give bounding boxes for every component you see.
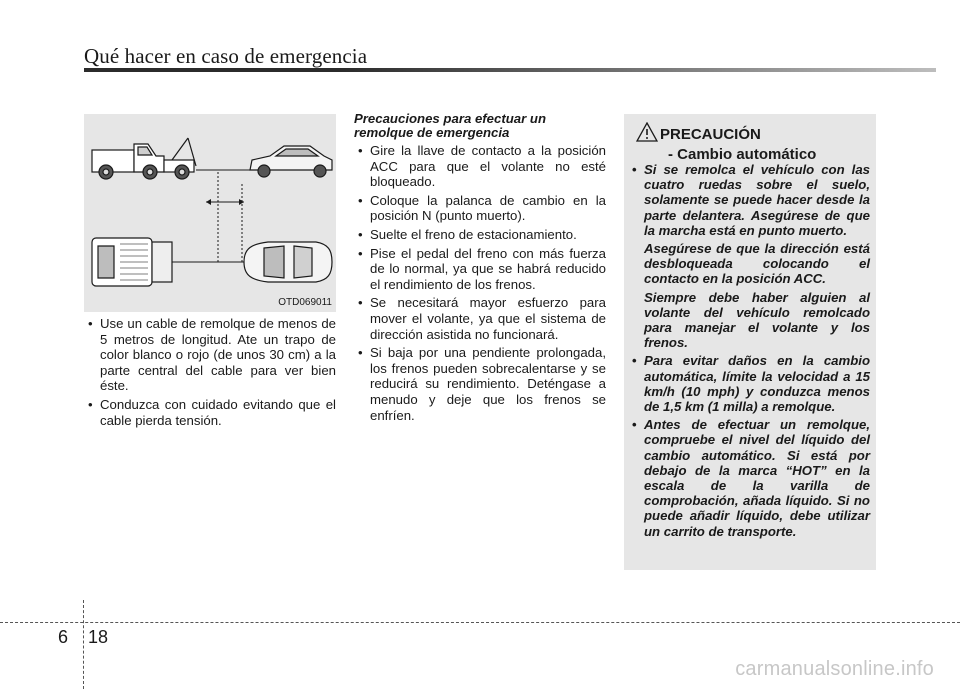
warning-triangle-icon [636, 122, 658, 142]
caution-item: Asegúrese de que la dirección está desbloqueada colocando el contacto en la posición ACC. [644, 241, 870, 287]
list-item: • Si baja por una pendiente prolongada, los frenos pueden sobrecalentarse y se reducirá su rendimiento. Deténgase a menudo y deje que los frenos se enfríen. [354, 345, 606, 423]
list-item: • Coloque la palanca de cambio en la posición N (punto muerto). [354, 193, 606, 224]
list-item: • Gire la llave de contacto a la posición ACC para que el volante no esté bloqueado. [354, 143, 606, 190]
tow-truck-side [92, 138, 196, 179]
footer-divider [83, 600, 84, 689]
towing-illustration [84, 114, 336, 312]
left-column [84, 316, 336, 431]
caution-item: • Antes de efectuar un remolque, compruebe el nivel del líquido del cambio automático. Si está por debajo de la marca “HOT” en la escala de la varilla de comprobación, añada líquido. Si no puede añadir líquido, debe utilizar un carrito de transporte. [630, 417, 870, 539]
caution-item: Siempre debe haber alguien al volante del vehículo remolcado para manejar el volante y los frenos. [644, 289, 870, 351]
caution-item: • Si se remolca el vehículo con las cuatro ruedas sobre el suelo, solamente se puede hacer desde la parte delantera. Asegúrese de que la marcha está en punto muerto. [630, 162, 870, 238]
list-item: • Pise el pedal del freno con más fuerza de lo normal, ya que se habrá reducido el rendimiento de los frenos. [354, 246, 606, 293]
caution-title: PRECAUCIÓN [660, 126, 761, 143]
caution-item: • Para evitar daños en la cambio automática, límite la velocidad a 15 km/h (10 mph) y conduzca menos de 1,5 km (1 milla) a remolque. [630, 353, 870, 414]
list-item: • Se necesitará mayor esfuerzo para mover el volante, ya que el sistema de dirección asistida no funcionará. [354, 295, 606, 342]
tow-truck-top [92, 238, 172, 286]
figure-code: OTD069011 [278, 297, 332, 308]
towed-car-side [250, 146, 332, 177]
section-title: Precauciones para efectuar un remolque de emergencia [354, 111, 547, 140]
towed-car-top [244, 242, 332, 282]
footer-rule [0, 622, 960, 623]
list-item: • Suelte el freno de estacionamiento. [354, 227, 606, 243]
page-header-title: Qué hacer en caso de emergencia [84, 44, 368, 68]
caution-body [630, 162, 870, 539]
page-number: 18 [88, 627, 109, 647]
middle-column [354, 112, 606, 426]
list-item: • Use un cable de remolque de menos de 5 metros de longitud. Ate un trapo de color blanco o rojo (de unos 30 cm) a la parte central del cable para ver bien éste. [84, 316, 336, 394]
list-item: • Conduzca con cuidado evitando que el cable pierda tensión. [84, 397, 336, 428]
towing-figure [84, 114, 336, 312]
caution-subtitle: - Cambio automático [668, 146, 817, 163]
chapter-number: 6 [58, 627, 69, 647]
header-rule [84, 68, 936, 72]
dimension-lines [218, 172, 242, 264]
watermark: carmanualsonline.info [735, 658, 934, 680]
caution-box [624, 114, 876, 570]
